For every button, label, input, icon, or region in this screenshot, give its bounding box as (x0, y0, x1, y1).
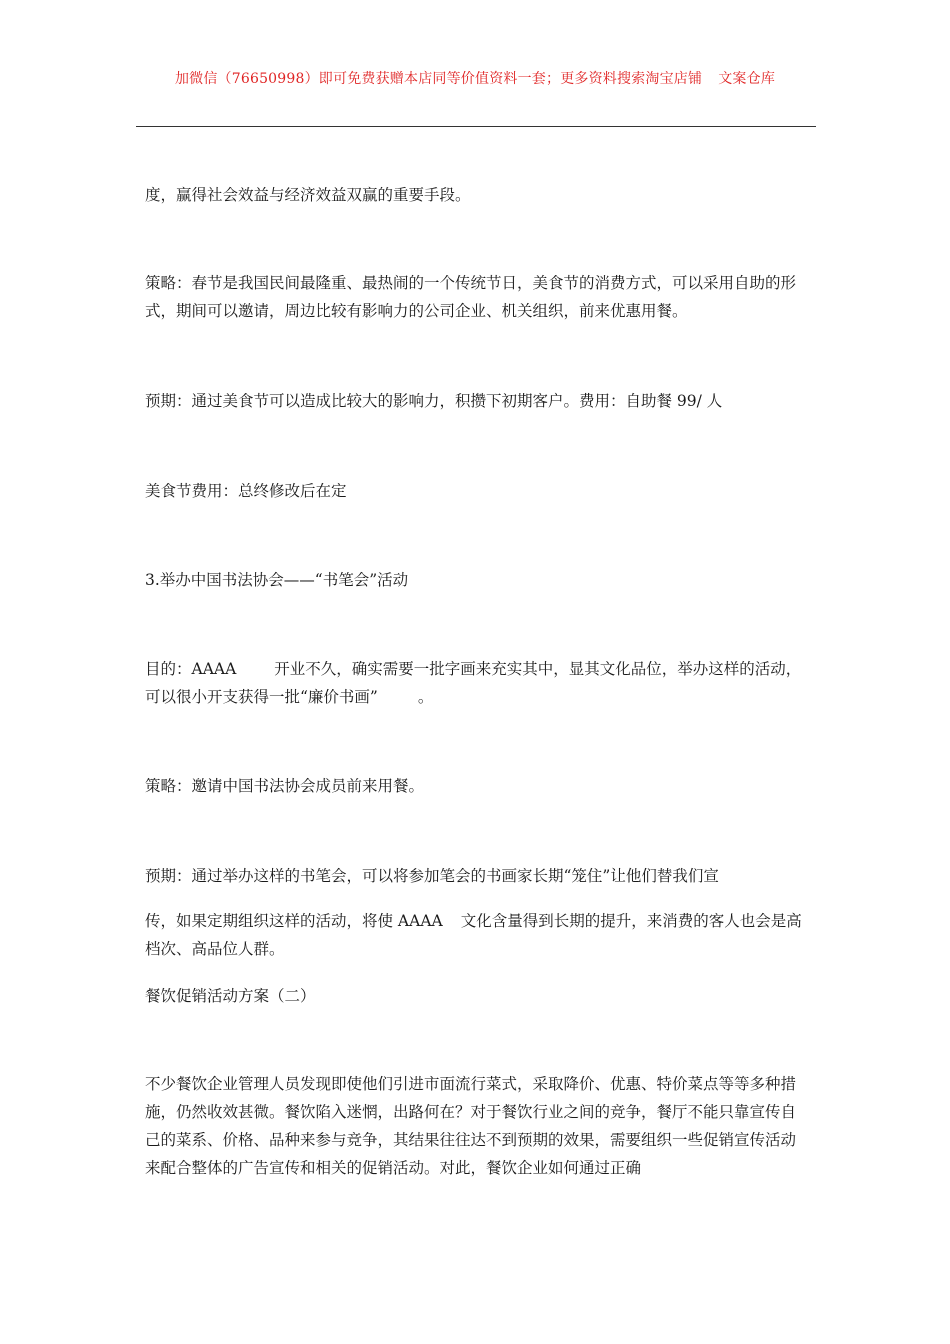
purpose-body: 开业不久，确实需要一批字画来充实其中，显其文化品位，举办这样的活动，可以很小开支获得一批“廉价书画” (145, 660, 802, 706)
header-note: 加微信（76650998）即可免费获赠本店同等价值资料一套；更多资料搜索淘宝店铺 (174, 71, 703, 87)
purpose-end: 。 (417, 688, 434, 706)
paragraph-purpose-calligraphy (145, 655, 810, 711)
paragraph-strategy-calligraphy: 策略：邀请中国书法协会成员前来用餐。 (145, 777, 425, 795)
paragraph-festival-cost: 美食节费用：总终修改后在定 (145, 482, 347, 500)
paragraph-expectation-continued (145, 907, 810, 963)
page-header (0, 68, 950, 88)
paragraph-expectation-festival: 预期：通过美食节可以造成比较大的影响力，积攒下初期客户。费用：自助餐 99/ 人 (145, 392, 723, 410)
header-divider (136, 126, 816, 127)
paragraph-strategy-festival: 策略：春节是我国民间最隆重、最热闹的一个传统节日，美食节的消费方式，可以采用自助的形式，期间可以邀请，周边比较有影响力的公司企业、机关组织，前来优惠用餐。 (145, 274, 797, 320)
section-heading-plan-two: 餐饮促销活动方案（二） (145, 987, 316, 1005)
purpose-lead: 目的：AAAA (145, 660, 237, 678)
continued-body: 文化含量得到长期的提升，来消费的客人也会是高档次、高品位人群。 (145, 912, 802, 958)
paragraph-expectation-calligraphy: 预期：通过举办这样的书笔会，可以将参加笔会的书画家长期“笼住”让他们替我们宣 (145, 867, 719, 885)
header-shop-name: 文案仓库 (718, 71, 776, 87)
section-heading-calligraphy: 3.举办中国书法协会——“书笔会”活动 (145, 571, 409, 589)
paragraph-1: 度，赢得社会效益与经济效益双赢的重要手段。 (145, 186, 471, 204)
paragraph-intro-plan-two: 不少餐饮企业管理人员发现即使他们引进市面流行菜式，采取降价、优惠、特价菜点等等多种措施，仍然收效甚微。餐饮陷入迷惘，出路何在？对于餐饮行业之间的竞争，餐厅不能只靠宣传自己的菜系、价格、品种来参与竞争，其结果往往达不到预期的效果，需要组织一些促销宣传活动来配合整体的广告宣传和相关的促销活动。对此，餐饮企业如何通过正确 (145, 1075, 797, 1177)
continued-lead: 传，如果定期组织这样的活动，将使 AAAA (145, 912, 443, 930)
